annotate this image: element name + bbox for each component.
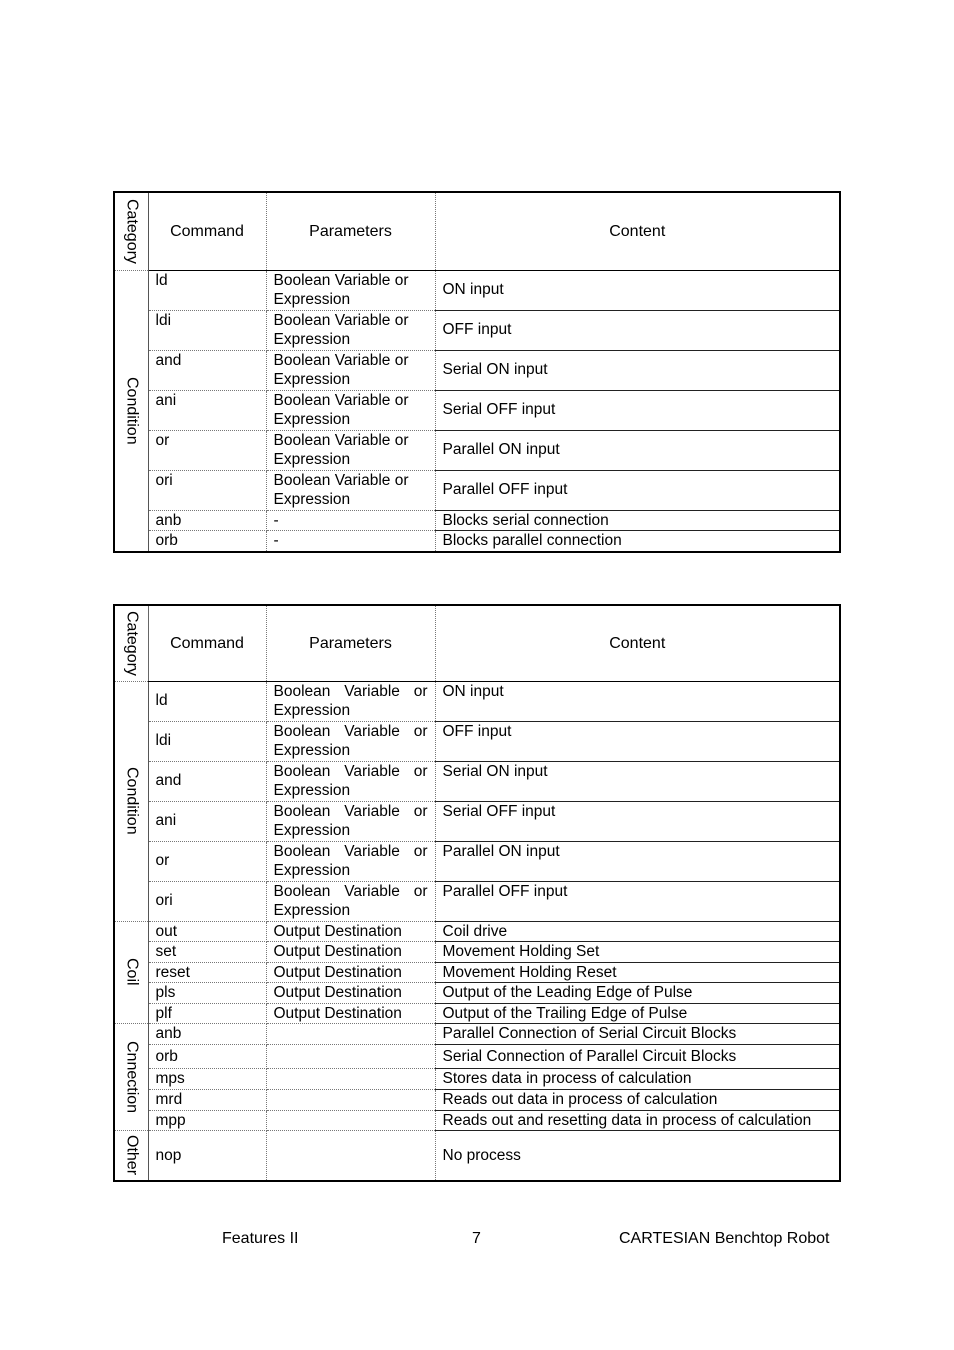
table-row (114, 942, 840, 963)
table-row (114, 1069, 840, 1090)
command-cell: anb (148, 510, 266, 531)
content-cell: Parallel OFF input (435, 470, 840, 510)
command-cell: or (148, 841, 266, 881)
header-command: Command (148, 605, 266, 681)
category-other: Other (114, 1131, 148, 1181)
command-cell: pls (148, 983, 266, 1004)
category-connection: Cnnection (114, 1024, 148, 1131)
command-cell: set (148, 942, 266, 963)
header-content: Content (435, 192, 840, 270)
parameters-cell: Boolean Variable or Expression (266, 801, 435, 841)
table-row (114, 721, 840, 761)
command-cell: anb (148, 1024, 266, 1045)
parameters-cell: Boolean Variable or Expression (266, 430, 435, 470)
content-cell: Output of the Leading Edge of Pulse (435, 983, 840, 1004)
parameters-cell (266, 1045, 435, 1069)
parameters-cell (266, 1069, 435, 1090)
command-cell: ldi (148, 310, 266, 350)
content-cell: Stores data in process of calculation (435, 1069, 840, 1090)
content-cell: No process (435, 1131, 840, 1181)
table-row (114, 881, 840, 921)
header-parameters: Parameters (266, 192, 435, 270)
table-row (114, 841, 840, 881)
table-row (114, 1131, 840, 1181)
content-cell: Parallel OFF input (435, 881, 840, 921)
table-row (114, 430, 840, 470)
content-cell: Parallel Connection of Serial Circuit Blocks (435, 1024, 840, 1045)
category-condition: Condition (114, 681, 148, 921)
content-cell: OFF input (435, 310, 840, 350)
command-cell: and (148, 761, 266, 801)
content-cell: Reads out data in process of calculation (435, 1090, 840, 1111)
command-cell: ld (148, 270, 266, 310)
table-row (114, 350, 840, 390)
header-category: Category (114, 192, 148, 270)
table-row (114, 1110, 840, 1131)
parameters-cell: Output Destination (266, 962, 435, 983)
parameters-cell: Output Destination (266, 1003, 435, 1024)
command-cell: ani (148, 390, 266, 430)
parameters-cell: Boolean Variable or Expression (266, 390, 435, 430)
command-cell: out (148, 921, 266, 942)
parameters-cell (266, 1024, 435, 1045)
parameters-cell: Output Destination (266, 983, 435, 1004)
parameters-cell: Boolean Variable or Expression (266, 310, 435, 350)
table-row (114, 761, 840, 801)
page-number: 7 (472, 1230, 481, 1247)
content-cell: Serial ON input (435, 761, 840, 801)
header-content: Content (435, 605, 840, 681)
command-cell: ldi (148, 721, 266, 761)
command-table-1 (113, 191, 841, 553)
command-cell: or (148, 430, 266, 470)
table-row (114, 470, 840, 510)
table-row (114, 270, 840, 310)
content-cell: Serial ON input (435, 350, 840, 390)
command-cell: reset (148, 962, 266, 983)
parameters-cell (266, 1110, 435, 1131)
command-cell: mpp (148, 1110, 266, 1131)
command-cell: nop (148, 1131, 266, 1181)
command-cell: mps (148, 1069, 266, 1090)
parameters-cell: Boolean Variable or Expression (266, 270, 435, 310)
table-row (114, 1090, 840, 1111)
parameters-cell: Output Destination (266, 921, 435, 942)
table-header-row (114, 192, 840, 270)
table-row (114, 531, 840, 552)
table-row (114, 310, 840, 350)
header-parameters: Parameters (266, 605, 435, 681)
content-cell: Serial OFF input (435, 390, 840, 430)
table-row (114, 1045, 840, 1069)
category-condition: Condition (114, 270, 148, 552)
content-cell: Parallel ON input (435, 430, 840, 470)
content-cell: ON input (435, 681, 840, 721)
parameters-cell: Boolean Variable or Expression (266, 841, 435, 881)
command-cell: orb (148, 531, 266, 552)
content-cell: Reads out and resetting data in process of calculation (435, 1110, 840, 1131)
table-row (114, 921, 840, 942)
command-cell: mrd (148, 1090, 266, 1111)
content-cell: Movement Holding Set (435, 942, 840, 963)
table-row (114, 1024, 840, 1045)
command-cell: and (148, 350, 266, 390)
parameters-cell: - (266, 531, 435, 552)
header-command: Command (148, 192, 266, 270)
table-row (114, 681, 840, 721)
content-cell: Serial OFF input (435, 801, 840, 841)
parameters-cell (266, 1131, 435, 1181)
content-cell: Blocks parallel connection (435, 531, 840, 552)
footer-document-title: CARTESIAN Benchtop Robot (619, 1230, 830, 1247)
parameters-cell: Boolean Variable or Expression (266, 721, 435, 761)
command-table-2 (113, 604, 841, 1182)
parameters-cell (266, 1090, 435, 1111)
parameters-cell: Boolean Variable or Expression (266, 881, 435, 921)
parameters-cell: Boolean Variable or Expression (266, 761, 435, 801)
header-category: Category (114, 605, 148, 681)
content-cell: Movement Holding Reset (435, 962, 840, 983)
parameters-cell: Boolean Variable or Expression (266, 470, 435, 510)
table-header-row (114, 605, 840, 681)
content-cell: Output of the Trailing Edge of Pulse (435, 1003, 840, 1024)
table-row (114, 510, 840, 531)
parameters-cell: - (266, 510, 435, 531)
table-row (114, 1003, 840, 1024)
content-cell: OFF input (435, 721, 840, 761)
command-cell: ani (148, 801, 266, 841)
command-cell: ori (148, 470, 266, 510)
parameters-cell: Output Destination (266, 942, 435, 963)
content-cell: Serial Connection of Parallel Circuit Blocks (435, 1045, 840, 1069)
content-cell: Coil drive (435, 921, 840, 942)
table-row (114, 962, 840, 983)
table-row (114, 390, 840, 430)
category-coil: Coil (114, 921, 148, 1024)
command-cell: ori (148, 881, 266, 921)
content-cell: ON input (435, 270, 840, 310)
parameters-cell: Boolean Variable or Expression (266, 350, 435, 390)
content-cell: Blocks serial connection (435, 510, 840, 531)
table-row (114, 801, 840, 841)
command-cell: orb (148, 1045, 266, 1069)
command-cell: plf (148, 1003, 266, 1024)
footer-section-title: Features II (222, 1230, 299, 1247)
parameters-cell: Boolean Variable or Expression (266, 681, 435, 721)
command-cell: ld (148, 681, 266, 721)
content-cell: Parallel ON input (435, 841, 840, 881)
table-row (114, 983, 840, 1004)
